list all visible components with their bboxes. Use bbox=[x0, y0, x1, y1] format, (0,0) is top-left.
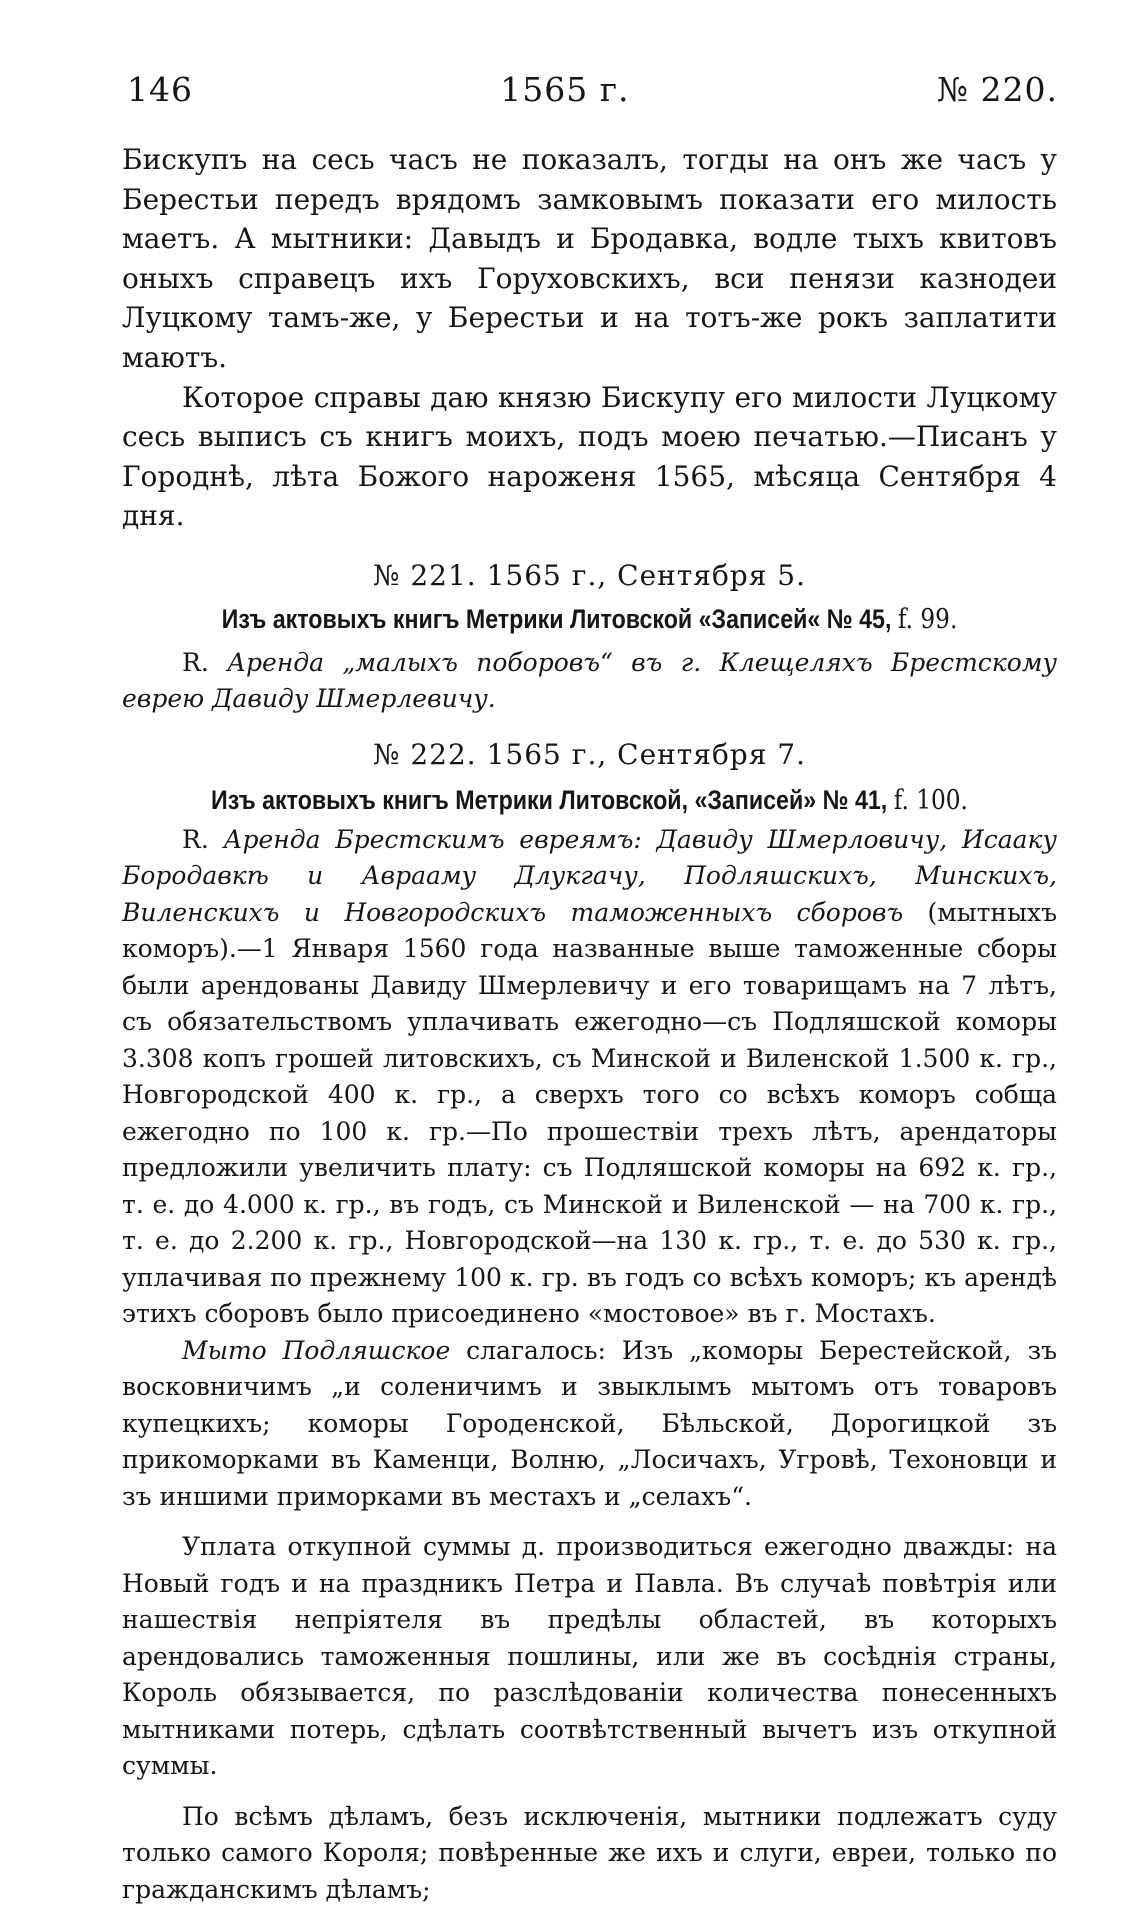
page-number: 146 bbox=[127, 70, 193, 109]
summary-lead: R. bbox=[182, 647, 209, 677]
payment-paragraph: Уплата откупной суммы д. производиться ежегодно дважды: на Новый годъ и на праздникъ Петра и Павла. Въ случаѣ повѣтрія или нашествія непріятеля въ предѣлы областей, въ которыхъ арендовались таможенныя пошлины, или же въ сосѣднія страны, Король обязывается, по разслѣдованіи количества понесенныхъ мытниками потерь, сдѣлать соотвѣтственный вычетъ изъ откупной суммы. bbox=[122, 1532, 1057, 1781]
document-title: № 221. 1565 г., Сентября 5. bbox=[372, 558, 807, 592]
paragraph: Которое справы даю князю Бискупу его милости Луцкому сесь выписъ съ книгъ моихъ, подъ моею печатью.—Писанъ у Городнѣ, лѣта Божого нароженя 1565, мѣсяца Сентября 4 дня. bbox=[122, 380, 1057, 533]
myto-label: Мыто Подляшское bbox=[182, 1335, 451, 1365]
source-text: Изъ актовыхъ книгъ Метрики Литовской, «Записей» № 41, bbox=[211, 784, 888, 815]
summary-text: Аренда „малыхъ поборовъ“ въ г. Клещеляхъ Брестскому еврею Давиду Шмерлевичу. bbox=[122, 647, 1057, 714]
document-221 bbox=[122, 559, 1057, 718]
source-folio: f. 99. bbox=[897, 603, 958, 635]
page-body bbox=[122, 140, 1057, 1908]
document-summary bbox=[122, 645, 1057, 718]
paragraph: Бискупъ на сесь часъ не показалъ, тогды на онъ же часъ у Берестьи передъ врядомъ замковымъ показати его милость маетъ. А мытники: Давыдъ и Бродавка, водле тыхъ квитовъ оныхъ справецъ ихъ Горуховскихъ, вси пенязи казнодеи Луцкому тамъ-же, у Берестьи и на тотъ-же рокъ заплатити маютъ. bbox=[122, 143, 1057, 374]
document-220-continuation bbox=[122, 140, 1057, 536]
source-text: Изъ актовыхъ книгъ Метрики Литовской «Записей« № 45, bbox=[221, 603, 892, 634]
summary-text: (мытныхъ коморъ).—1 Января 1560 года названные выше таможенные сборы были арендованы Давиду Шмерлевичу и его товарищамъ на 7 лѣтъ, съ обязательствомъ уплачивать ежегодно—съ Подляшской коморы 3.308 копъ грошей литовскихъ, съ Минской и Виленской 1.500 к. гр., Новгородской 400 к. гр., а сверхъ того со всѣхъ коморъ собща ежегодно по 100 к. гр.—По прошествіи трехъ лѣтъ, арендаторы предложили увеличить плату: съ Подляшской коморы на 692 к. гр., т. е. до 4.000 к. гр., въ годъ, съ Минской и Виленской — на 700 к. гр., т. е. до 2.200 к. гр., Новгородской—на 130 к. гр., т. е. до 530 к. гр., уплачивая по прежнему 100 к. гр. въ годъ со всѣхъ коморъ; къ арендѣ этихъ сборовъ было присоединено «мостовое» въ г. Мостахъ. bbox=[122, 897, 1057, 1329]
myto-text: слагалось: Изъ „коморы Берестейской, зъ восковничимъ „и соленичимъ и звыклымъ мытомъ отъ товаровъ купецкихъ; коморы Городенской, Бѣльской, Дорогицкой зъ прикоморками въ Каменци, Волню, „Лосичахъ, Угровѣ, Техоновци и зъ иншими приморками въ местахъ и „селахъ“. bbox=[122, 1335, 1057, 1511]
document-source bbox=[187, 604, 991, 635]
document-222 bbox=[122, 738, 1057, 1908]
document-title: № 222. 1565 г., Сентября 7. bbox=[372, 737, 807, 771]
summary-lead: R. bbox=[182, 824, 209, 854]
summary-italic: Аренда Брестскимъ евреямъ: Давиду Шмерловичу, Исааку Бородавкѣ и Аврааму Длукгачу, Подляшскихъ, Минскихъ, Виленскихъ и Новгородскихъ таможенныхъ сборовъ bbox=[122, 824, 1057, 927]
document-summary bbox=[122, 822, 1057, 1333]
myto-paragraph bbox=[122, 1333, 1057, 1516]
jurisdiction-paragraph: По всѣмъ дѣламъ, безъ исключенія, мытники подлежатъ суду только самого Короля; повѣренные же ихъ и слуги, евреи, только по гражданскимъ дѣламъ; bbox=[122, 1801, 1057, 1904]
source-folio: f. 100. bbox=[893, 784, 968, 816]
document-source bbox=[187, 785, 991, 816]
running-head bbox=[127, 70, 1058, 109]
running-year: 1565 г. bbox=[500, 70, 630, 109]
running-doc-number: № 220. bbox=[936, 70, 1058, 109]
